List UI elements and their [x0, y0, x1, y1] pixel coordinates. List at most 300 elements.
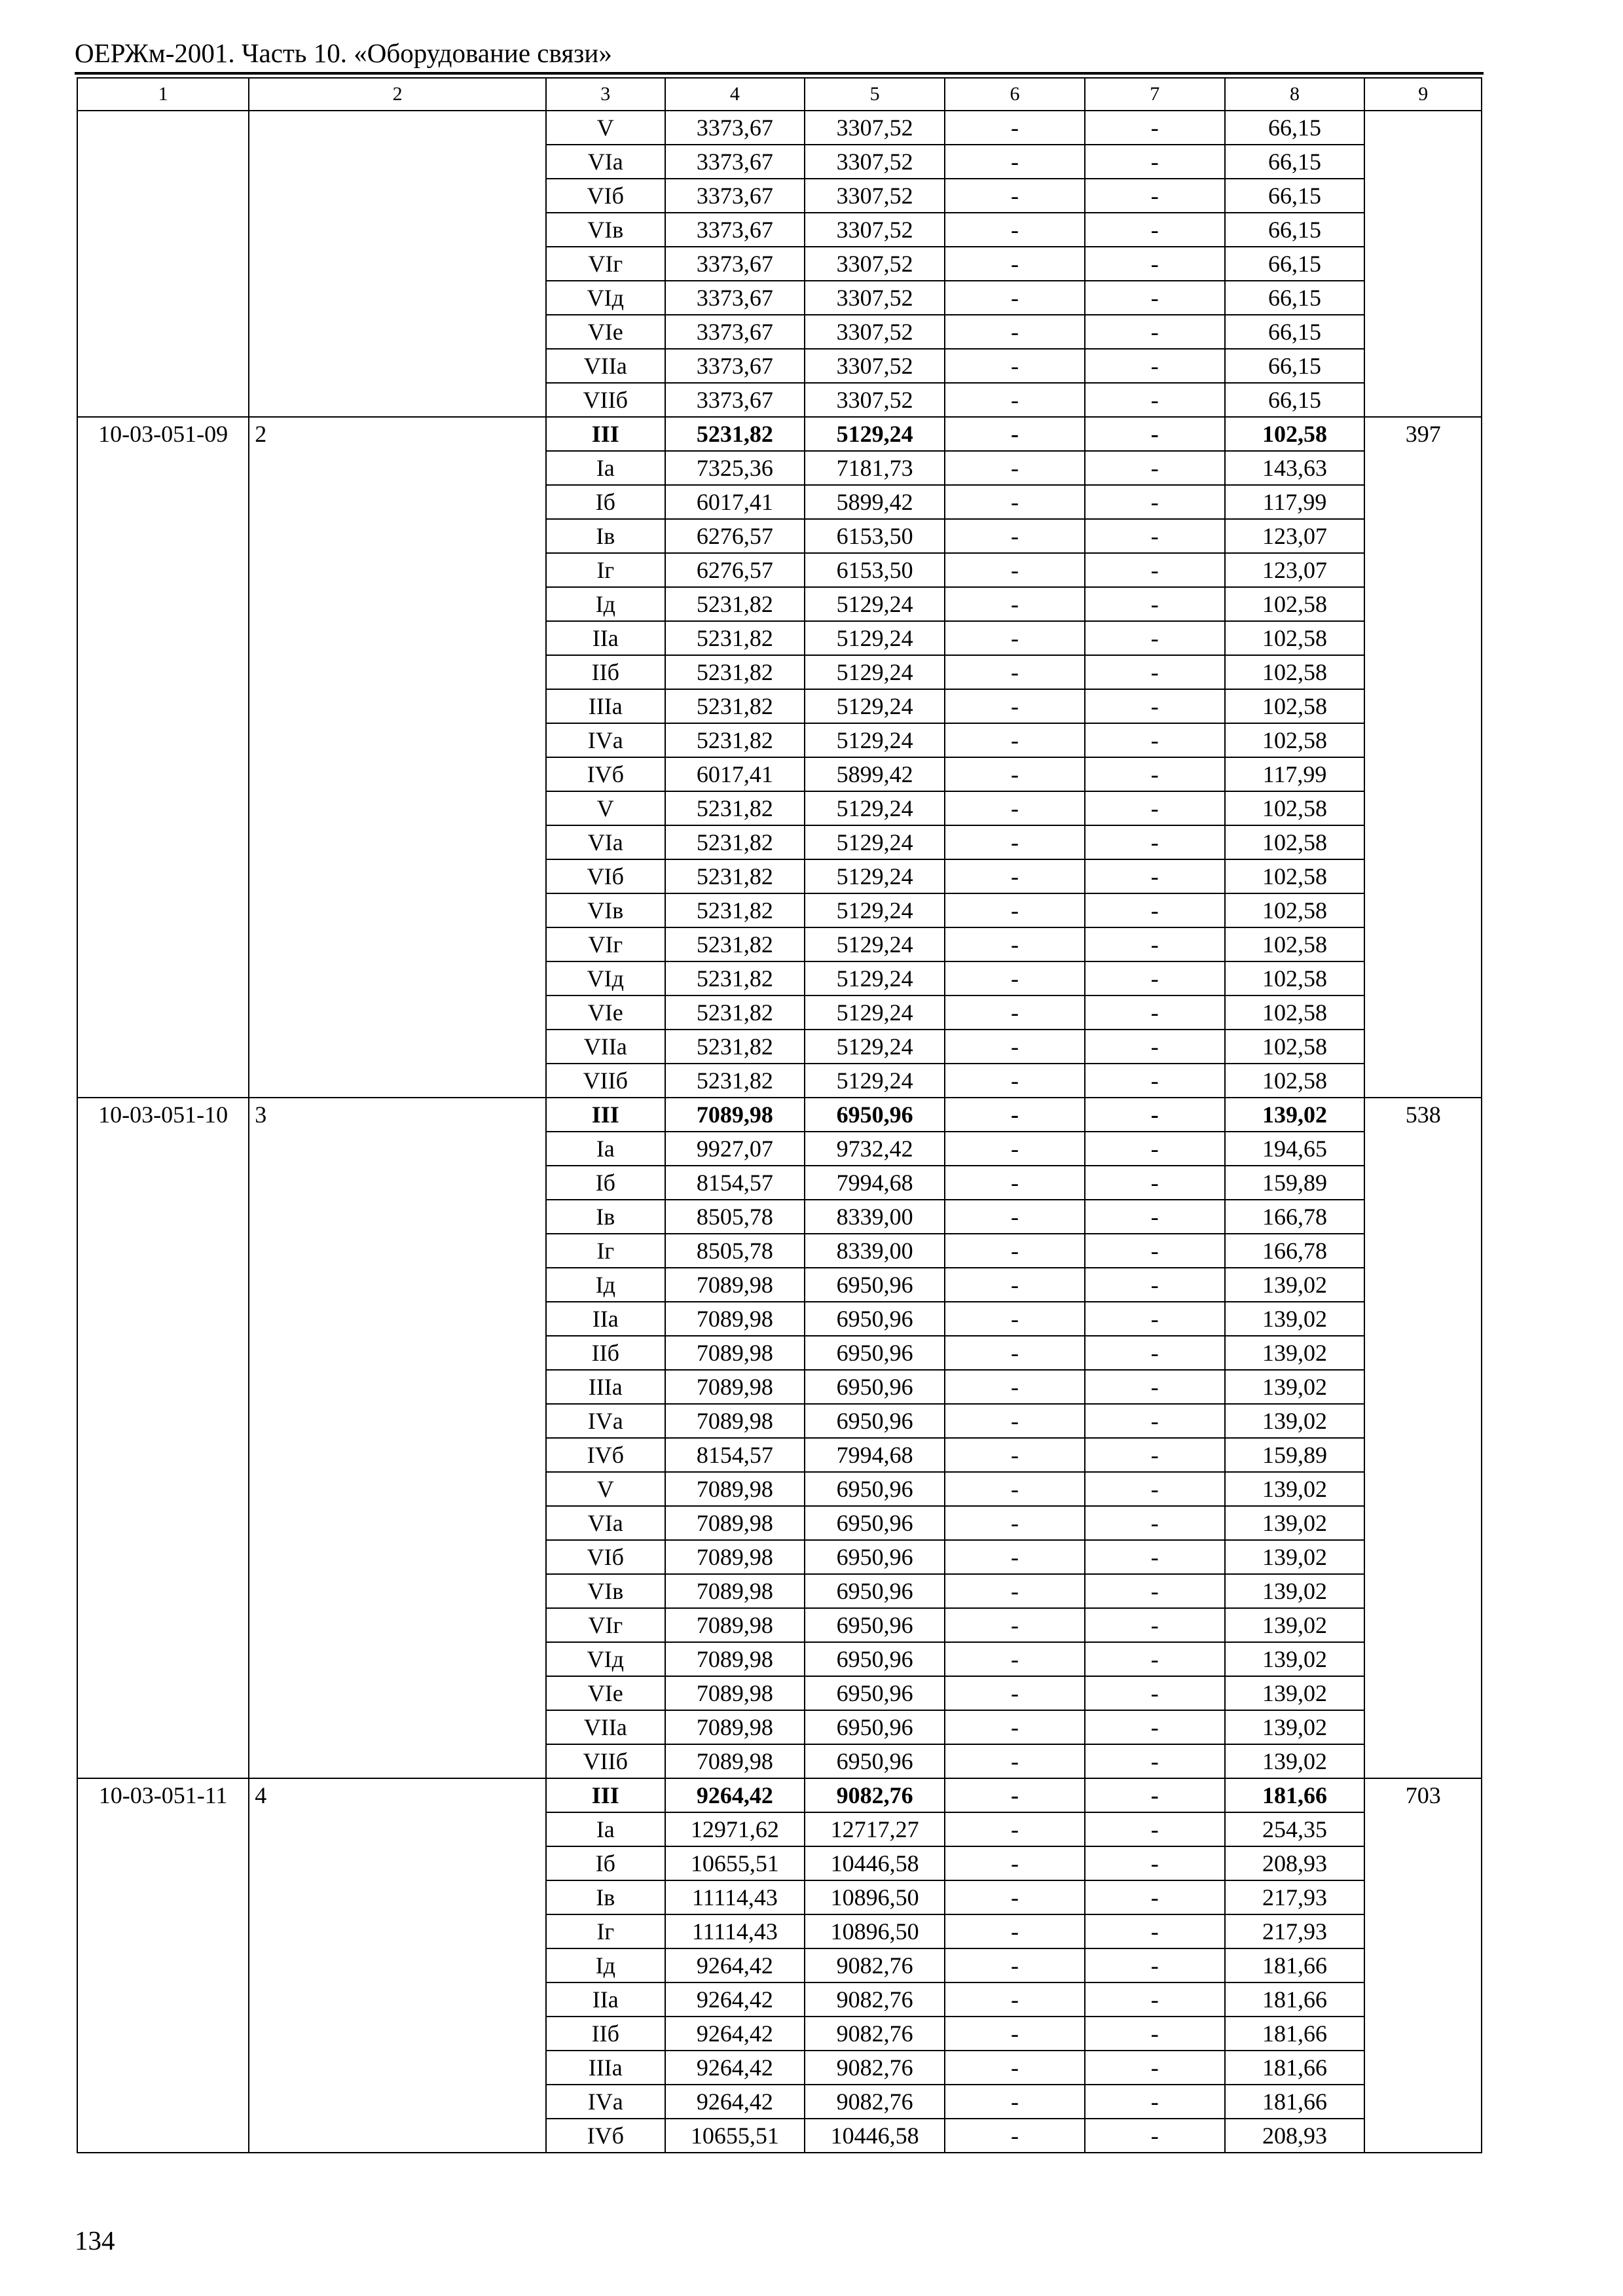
machinist-pay-cell: -	[1085, 179, 1225, 213]
zone-cell: VIв	[546, 893, 665, 927]
labor-pay-cell: 5129,24	[805, 961, 945, 996]
direct-costs-cell: 7089,98	[665, 1574, 805, 1608]
machinist-pay-cell: -	[1085, 757, 1225, 791]
labor-pay-cell: 5129,24	[805, 1064, 945, 1098]
direct-costs-cell: 9264,42	[665, 1982, 805, 2017]
zone-cell: VIб	[546, 1540, 665, 1574]
machinist-pay-cell: -	[1085, 213, 1225, 247]
zone-cell: VIIа	[546, 1710, 665, 1744]
page-number: 134	[75, 2225, 115, 2255]
machinist-pay-cell: -	[1085, 893, 1225, 927]
machinist-pay-cell: -	[1085, 1438, 1225, 1472]
machinist-pay-cell: -	[1085, 2051, 1225, 2085]
direct-costs-cell: 3373,67	[665, 179, 805, 213]
zone-cell: Iб	[546, 1846, 665, 1880]
machinist-pay-cell: -	[1085, 1370, 1225, 1404]
machine-cost-cell: -	[945, 451, 1085, 485]
machinist-pay-cell: -	[1085, 621, 1225, 655]
machine-cost-cell: -	[945, 893, 1085, 927]
direct-costs-cell: 9264,42	[665, 1948, 805, 1982]
direct-costs-cell: 11114,43	[665, 1880, 805, 1914]
zone-cell: Iа	[546, 1812, 665, 1846]
machinist-pay-cell: -	[1085, 1540, 1225, 1574]
labor-pay-cell: 9082,76	[805, 1982, 945, 2017]
labor-pay-cell: 5129,24	[805, 417, 945, 451]
machine-cost-cell: -	[945, 1438, 1085, 1472]
direct-costs-cell: 3373,67	[665, 315, 805, 349]
zone-cell: VIIб	[546, 383, 665, 417]
machinist-pay-cell: -	[1085, 1608, 1225, 1642]
labor-pay-cell: 6950,96	[805, 1098, 945, 1132]
machinist-pay-cell: -	[1085, 1778, 1225, 1812]
labor-hours-cell	[1364, 111, 1482, 417]
materials-cell: 181,66	[1225, 1982, 1365, 2017]
machine-cost-cell: -	[945, 621, 1085, 655]
materials-cell: 217,93	[1225, 1914, 1365, 1948]
labor-pay-cell: 3307,52	[805, 247, 945, 281]
materials-cell: 102,58	[1225, 996, 1365, 1030]
labor-hours-cell: 397	[1364, 417, 1482, 1098]
materials-cell: 139,02	[1225, 1370, 1365, 1404]
labor-pay-cell: 3307,52	[805, 349, 945, 383]
machine-cost-cell: -	[945, 1200, 1085, 1234]
machine-cost-cell: -	[945, 383, 1085, 417]
direct-costs-cell: 6276,57	[665, 553, 805, 587]
machine-cost-cell: -	[945, 1098, 1085, 1132]
materials-cell: 166,78	[1225, 1234, 1365, 1268]
machine-cost-cell: -	[945, 587, 1085, 621]
rate-code-cell: 10-03-051-11	[77, 1778, 249, 2153]
column-number: 6	[945, 78, 1085, 111]
direct-costs-cell: 7089,98	[665, 1370, 805, 1404]
zone-cell: VIб	[546, 859, 665, 893]
machine-cost-cell: -	[945, 1370, 1085, 1404]
direct-costs-cell: 9264,42	[665, 2085, 805, 2119]
labor-pay-cell: 6153,50	[805, 553, 945, 587]
zone-cell: VIIб	[546, 1064, 665, 1098]
labor-hours-cell: 538	[1364, 1098, 1482, 1778]
column-number: 9	[1364, 78, 1482, 111]
labor-pay-cell: 10446,58	[805, 2119, 945, 2153]
materials-cell: 66,15	[1225, 315, 1365, 349]
zone-cell: VIа	[546, 1506, 665, 1540]
labor-pay-cell: 6153,50	[805, 519, 945, 553]
zone-cell: IIб	[546, 2017, 665, 2051]
machinist-pay-cell: -	[1085, 791, 1225, 825]
zone-cell: VIIа	[546, 1030, 665, 1064]
zone-cell: IVб	[546, 757, 665, 791]
labor-pay-cell: 6950,96	[805, 1710, 945, 1744]
zone-cell: VIг	[546, 247, 665, 281]
zone-cell: Iб	[546, 1166, 665, 1200]
machine-cost-cell: -	[945, 213, 1085, 247]
materials-cell: 117,99	[1225, 757, 1365, 791]
column-number: 5	[805, 78, 945, 111]
machine-cost-cell: -	[945, 927, 1085, 961]
direct-costs-cell: 5231,82	[665, 1064, 805, 1098]
zone-cell: Iг	[546, 553, 665, 587]
item-number-cell: 2	[249, 417, 546, 1098]
labor-pay-cell: 6950,96	[805, 1370, 945, 1404]
labor-pay-cell: 9082,76	[805, 2051, 945, 2085]
machine-cost-cell: -	[945, 485, 1085, 519]
rate-code-cell: 10-03-051-09	[77, 417, 249, 1098]
direct-costs-cell: 7089,98	[665, 1540, 805, 1574]
direct-costs-cell: 3373,67	[665, 111, 805, 145]
materials-cell: 102,58	[1225, 587, 1365, 621]
machinist-pay-cell: -	[1085, 451, 1225, 485]
machine-cost-cell: -	[945, 1030, 1085, 1064]
table-row	[77, 417, 1482, 451]
zone-cell: VIд	[546, 961, 665, 996]
machinist-pay-cell: -	[1085, 247, 1225, 281]
machine-cost-cell: -	[945, 655, 1085, 689]
materials-cell: 123,07	[1225, 519, 1365, 553]
materials-cell: 102,58	[1225, 723, 1365, 757]
machinist-pay-cell: -	[1085, 1064, 1225, 1098]
zone-cell: Iв	[546, 1200, 665, 1234]
machine-cost-cell: -	[945, 1574, 1085, 1608]
labor-pay-cell: 3307,52	[805, 145, 945, 179]
zone-cell: III	[546, 1778, 665, 1812]
direct-costs-cell: 7089,98	[665, 1744, 805, 1778]
machinist-pay-cell: -	[1085, 1166, 1225, 1200]
direct-costs-cell: 7089,98	[665, 1268, 805, 1302]
materials-cell: 139,02	[1225, 1676, 1365, 1710]
zone-cell: IIа	[546, 621, 665, 655]
column-number-row	[77, 78, 1482, 111]
machinist-pay-cell: -	[1085, 996, 1225, 1030]
labor-pay-cell: 3307,52	[805, 281, 945, 315]
machinist-pay-cell: -	[1085, 1812, 1225, 1846]
zone-cell: Iб	[546, 485, 665, 519]
machinist-pay-cell: -	[1085, 145, 1225, 179]
materials-cell: 139,02	[1225, 1302, 1365, 1336]
direct-costs-cell: 7089,98	[665, 1404, 805, 1438]
direct-costs-cell: 9264,42	[665, 2017, 805, 2051]
direct-costs-cell: 5231,82	[665, 587, 805, 621]
column-number: 4	[665, 78, 805, 111]
machinist-pay-cell: -	[1085, 1472, 1225, 1506]
rate-code-cell	[77, 111, 249, 417]
direct-costs-cell: 3373,67	[665, 383, 805, 417]
materials-cell: 66,15	[1225, 213, 1365, 247]
machinist-pay-cell: -	[1085, 689, 1225, 723]
machine-cost-cell: -	[945, 825, 1085, 859]
machine-cost-cell: -	[945, 723, 1085, 757]
machine-cost-cell: -	[945, 859, 1085, 893]
machine-cost-cell: -	[945, 1506, 1085, 1540]
direct-costs-cell: 7089,98	[665, 1710, 805, 1744]
zone-cell: IIа	[546, 1982, 665, 2017]
materials-cell: 159,89	[1225, 1166, 1365, 1200]
zone-cell: IIIа	[546, 1370, 665, 1404]
materials-cell: 117,99	[1225, 485, 1365, 519]
machine-cost-cell: -	[945, 1880, 1085, 1914]
direct-costs-cell: 5231,82	[665, 996, 805, 1030]
labor-pay-cell: 5129,24	[805, 723, 945, 757]
item-number-cell	[249, 111, 546, 417]
materials-cell: 102,58	[1225, 689, 1365, 723]
machinist-pay-cell: -	[1085, 961, 1225, 996]
item-number-cell: 3	[249, 1098, 546, 1778]
machinist-pay-cell: -	[1085, 1404, 1225, 1438]
machinist-pay-cell: -	[1085, 1200, 1225, 1234]
machinist-pay-cell: -	[1085, 1642, 1225, 1676]
labor-pay-cell: 5129,24	[805, 1030, 945, 1064]
zone-cell: VIг	[546, 927, 665, 961]
machine-cost-cell: -	[945, 1404, 1085, 1438]
machinist-pay-cell: -	[1085, 2017, 1225, 2051]
labor-pay-cell: 10896,50	[805, 1880, 945, 1914]
zone-cell: IVб	[546, 1438, 665, 1472]
machine-cost-cell: -	[945, 2119, 1085, 2153]
materials-cell: 208,93	[1225, 2119, 1365, 2153]
machine-cost-cell: -	[945, 281, 1085, 315]
materials-cell: 139,02	[1225, 1574, 1365, 1608]
zone-cell: Iа	[546, 1132, 665, 1166]
machine-cost-cell: -	[945, 1846, 1085, 1880]
labor-pay-cell: 5129,24	[805, 893, 945, 927]
machine-cost-cell: -	[945, 996, 1085, 1030]
machine-cost-cell: -	[945, 1710, 1085, 1744]
zone-cell: IIIа	[546, 2051, 665, 2085]
direct-costs-cell: 3373,67	[665, 247, 805, 281]
materials-cell: 66,15	[1225, 179, 1365, 213]
labor-hours-cell: 703	[1364, 1778, 1482, 2153]
zone-cell: IVа	[546, 1404, 665, 1438]
labor-pay-cell: 3307,52	[805, 315, 945, 349]
labor-pay-cell: 5129,24	[805, 791, 945, 825]
materials-cell: 66,15	[1225, 145, 1365, 179]
materials-cell: 181,66	[1225, 2017, 1365, 2051]
machinist-pay-cell: -	[1085, 1302, 1225, 1336]
direct-costs-cell: 7089,98	[665, 1302, 805, 1336]
labor-pay-cell: 6950,96	[805, 1540, 945, 1574]
materials-cell: 102,58	[1225, 621, 1365, 655]
direct-costs-cell: 9264,42	[665, 1778, 805, 1812]
machine-cost-cell: -	[945, 2017, 1085, 2051]
machine-cost-cell: -	[945, 791, 1085, 825]
machine-cost-cell: -	[945, 1302, 1085, 1336]
zone-cell: Iг	[546, 1234, 665, 1268]
materials-cell: 66,15	[1225, 383, 1365, 417]
machinist-pay-cell: -	[1085, 1880, 1225, 1914]
zone-cell: VIв	[546, 1574, 665, 1608]
zone-cell: VIд	[546, 281, 665, 315]
machine-cost-cell: -	[945, 1540, 1085, 1574]
materials-cell: 254,35	[1225, 1812, 1365, 1846]
header-rule	[75, 72, 1484, 75]
machine-cost-cell: -	[945, 1744, 1085, 1778]
zone-cell: V	[546, 111, 665, 145]
machinist-pay-cell: -	[1085, 1098, 1225, 1132]
labor-pay-cell: 9082,76	[805, 2017, 945, 2051]
direct-costs-cell: 7089,98	[665, 1676, 805, 1710]
machinist-pay-cell: -	[1085, 2119, 1225, 2153]
direct-costs-cell: 12971,62	[665, 1812, 805, 1846]
table-row	[77, 1778, 1482, 1812]
machinist-pay-cell: -	[1085, 315, 1225, 349]
zone-cell: Iд	[546, 1948, 665, 1982]
machine-cost-cell: -	[945, 417, 1085, 451]
materials-cell: 139,02	[1225, 1710, 1365, 1744]
machinist-pay-cell: -	[1085, 1268, 1225, 1302]
machine-cost-cell: -	[945, 145, 1085, 179]
machine-cost-cell: -	[945, 111, 1085, 145]
zone-cell: IIIа	[546, 689, 665, 723]
machine-cost-cell: -	[945, 2051, 1085, 2085]
labor-pay-cell: 6950,96	[805, 1336, 945, 1370]
direct-costs-cell: 3373,67	[665, 349, 805, 383]
materials-cell: 181,66	[1225, 2051, 1365, 2085]
labor-pay-cell: 3307,52	[805, 383, 945, 417]
labor-pay-cell: 10446,58	[805, 1846, 945, 1880]
materials-cell: 66,15	[1225, 111, 1365, 145]
labor-pay-cell: 10896,50	[805, 1914, 945, 1948]
labor-pay-cell: 6950,96	[805, 1404, 945, 1438]
labor-pay-cell: 6950,96	[805, 1642, 945, 1676]
materials-cell: 102,58	[1225, 417, 1365, 451]
machinist-pay-cell: -	[1085, 723, 1225, 757]
labor-pay-cell: 5129,24	[805, 859, 945, 893]
machine-cost-cell: -	[945, 1472, 1085, 1506]
direct-costs-cell: 8505,78	[665, 1200, 805, 1234]
labor-pay-cell: 6950,96	[805, 1574, 945, 1608]
labor-pay-cell: 6950,96	[805, 1608, 945, 1642]
machine-cost-cell: -	[945, 1676, 1085, 1710]
table-row	[77, 1098, 1482, 1132]
materials-cell: 143,63	[1225, 451, 1365, 485]
column-number: 1	[77, 78, 249, 111]
machine-cost-cell: -	[945, 1642, 1085, 1676]
direct-costs-cell: 5231,82	[665, 417, 805, 451]
materials-cell: 139,02	[1225, 1744, 1365, 1778]
zone-cell: IVа	[546, 723, 665, 757]
direct-costs-cell: 7089,98	[665, 1098, 805, 1132]
direct-costs-cell: 9927,07	[665, 1132, 805, 1166]
zone-cell: Iг	[546, 1914, 665, 1948]
machine-cost-cell: -	[945, 757, 1085, 791]
materials-cell: 194,65	[1225, 1132, 1365, 1166]
direct-costs-cell: 7089,98	[665, 1336, 805, 1370]
labor-pay-cell: 8339,00	[805, 1234, 945, 1268]
column-number: 8	[1225, 78, 1365, 111]
materials-cell: 139,02	[1225, 1404, 1365, 1438]
direct-costs-cell: 6276,57	[665, 519, 805, 553]
direct-costs-cell: 8154,57	[665, 1166, 805, 1200]
zone-cell: V	[546, 1472, 665, 1506]
labor-pay-cell: 9082,76	[805, 2085, 945, 2119]
machine-cost-cell: -	[945, 349, 1085, 383]
machinist-pay-cell: -	[1085, 1948, 1225, 1982]
machine-cost-cell: -	[945, 519, 1085, 553]
machinist-pay-cell: -	[1085, 281, 1225, 315]
labor-pay-cell: 3307,52	[805, 179, 945, 213]
machinist-pay-cell: -	[1085, 1506, 1225, 1540]
materials-cell: 102,58	[1225, 859, 1365, 893]
machinist-pay-cell: -	[1085, 417, 1225, 451]
labor-pay-cell: 3307,52	[805, 111, 945, 145]
table-row	[77, 111, 1482, 145]
zone-cell: III	[546, 417, 665, 451]
labor-pay-cell: 5129,24	[805, 621, 945, 655]
machinist-pay-cell: -	[1085, 655, 1225, 689]
direct-costs-cell: 5231,82	[665, 859, 805, 893]
machine-cost-cell: -	[945, 689, 1085, 723]
rates-table	[77, 77, 1482, 2153]
labor-pay-cell: 5129,24	[805, 655, 945, 689]
materials-cell: 139,02	[1225, 1336, 1365, 1370]
direct-costs-cell: 6017,41	[665, 757, 805, 791]
zone-cell: III	[546, 1098, 665, 1132]
machinist-pay-cell: -	[1085, 1846, 1225, 1880]
zone-cell: VIе	[546, 315, 665, 349]
labor-pay-cell: 6950,96	[805, 1676, 945, 1710]
materials-cell: 159,89	[1225, 1438, 1365, 1472]
direct-costs-cell: 5231,82	[665, 1030, 805, 1064]
direct-costs-cell: 5231,82	[665, 689, 805, 723]
zone-cell: Iд	[546, 1268, 665, 1302]
zone-cell: VIг	[546, 1608, 665, 1642]
labor-pay-cell: 6950,96	[805, 1268, 945, 1302]
column-number: 7	[1085, 78, 1225, 111]
labor-pay-cell: 5899,42	[805, 757, 945, 791]
labor-pay-cell: 5899,42	[805, 485, 945, 519]
direct-costs-cell: 7089,98	[665, 1642, 805, 1676]
labor-pay-cell: 5129,24	[805, 587, 945, 621]
labor-pay-cell: 8339,00	[805, 1200, 945, 1234]
direct-costs-cell: 3373,67	[665, 281, 805, 315]
machinist-pay-cell: -	[1085, 1982, 1225, 2017]
machinist-pay-cell: -	[1085, 859, 1225, 893]
direct-costs-cell: 6017,41	[665, 485, 805, 519]
labor-pay-cell: 6950,96	[805, 1506, 945, 1540]
materials-cell: 102,58	[1225, 927, 1365, 961]
labor-pay-cell: 9082,76	[805, 1948, 945, 1982]
materials-cell: 208,93	[1225, 1846, 1365, 1880]
materials-cell: 66,15	[1225, 247, 1365, 281]
machine-cost-cell: -	[945, 1166, 1085, 1200]
zone-cell: Iв	[546, 519, 665, 553]
labor-pay-cell: 7181,73	[805, 451, 945, 485]
materials-cell: 217,93	[1225, 1880, 1365, 1914]
labor-pay-cell: 7994,68	[805, 1438, 945, 1472]
labor-pay-cell: 7994,68	[805, 1166, 945, 1200]
labor-pay-cell: 9732,42	[805, 1132, 945, 1166]
direct-costs-cell: 7089,98	[665, 1608, 805, 1642]
direct-costs-cell: 7089,98	[665, 1472, 805, 1506]
zone-cell: VIд	[546, 1642, 665, 1676]
zone-cell: V	[546, 791, 665, 825]
direct-costs-cell: 8154,57	[665, 1438, 805, 1472]
direct-costs-cell: 10655,51	[665, 1846, 805, 1880]
labor-pay-cell: 9082,76	[805, 1778, 945, 1812]
machine-cost-cell: -	[945, 553, 1085, 587]
materials-cell: 139,02	[1225, 1506, 1365, 1540]
direct-costs-cell: 5231,82	[665, 723, 805, 757]
zone-cell: VIе	[546, 996, 665, 1030]
table-body	[77, 78, 1482, 2153]
machine-cost-cell: -	[945, 2085, 1085, 2119]
machinist-pay-cell: -	[1085, 587, 1225, 621]
zone-cell: IIа	[546, 1302, 665, 1336]
materials-cell: 102,58	[1225, 655, 1365, 689]
materials-cell: 102,58	[1225, 825, 1365, 859]
machine-cost-cell: -	[945, 179, 1085, 213]
machine-cost-cell: -	[945, 1268, 1085, 1302]
machine-cost-cell: -	[945, 315, 1085, 349]
